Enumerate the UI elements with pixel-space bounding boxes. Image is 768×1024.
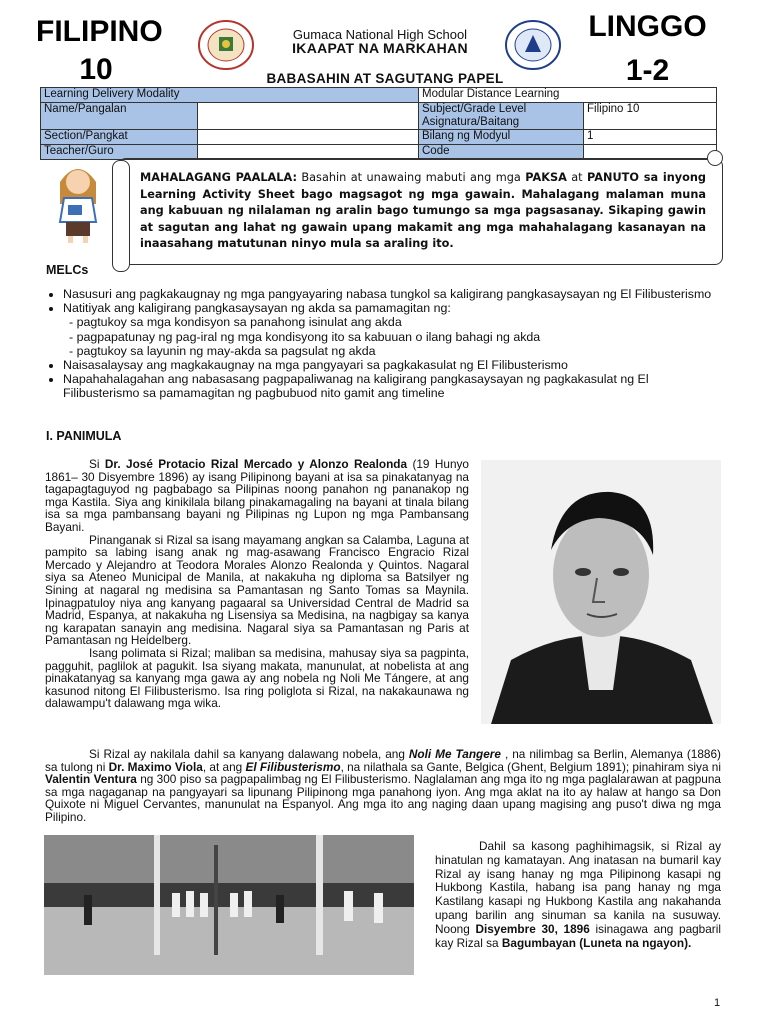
teacher-illustration [48, 160, 108, 249]
melcs-heading: MELCs [46, 263, 89, 277]
paragraph: Si Dr. José Protacio Rizal Mercado y Alonzo Realonda (19 Hunyo 1861– 30 Disyembre 1896) ay isang Pilipinong bayani at isa sa pinakatanyag na tagapagtaguyod ng pagbabago sa Pilipinas noong panahon ng pananakop ng mga Kastila. Siya ang kinikilala bilang pinakamagaling na bayani at tinala bilang isa sa mga pambansang bayani ng Pilipinas ng Lupon ng mga Pambansang Bayani. [45, 457, 469, 534]
learner-info-table [40, 87, 717, 160]
panimula-heading: I. PANIMULA [46, 429, 122, 443]
paragraph: Dahil sa kasong paghihimagsik, si Rizal ay hinatulan ng kamatayan. Ang inatasan na bumaril kay Rizal ay isang hanay ng mga Pilipinong kasapi ng Hukbong Kastila, habang isa pang hanay ng mga Kastilang kasapi ng Hukbong Kastila ang nakahanda upang barilin ang sinuman sa kanila na susuway. Noong Disyembre 30, 1896 isinagawa ang pagbaril kay Rizal sa Bagumbayan (Luneta na ngayon). [435, 839, 721, 950]
panimula-execution [435, 840, 721, 950]
melc-item: • Nasusuri ang pagkakaugnay ng mga pangyayaring nabasa tungkol sa kaligirang pangkasaysayan ng El Filibusterismo [63, 287, 725, 301]
section-field[interactable] [198, 130, 419, 145]
paragraph: Si Rizal ay nakilala dahil sa kanyang dalawang nobela, ang Noli Me Tangere , na nilimbag sa Berlin, Alemanya (1886) sa tulong ni Dr. Maximo Viola, at ang El Filibusterismo, na nilathala sa Gante, Belgica (Ghent, Belgium 1891); pinahiram siya ni Valentin Ventura ng 300 piso sa pagpapalimbag ng El Filibusterismo. Naglalaman ang mga ito ng mga paglalarawan at pagpuna sa mga nagaganap na pangyayari sa lipunang Pilipinong mga panahong iyon. Ang mga aklat na ito ay halaw at hango sa Don Quixote ni Miguel Cervantes, manunulat na Espanyol. Ang mga ito ang naging daan upang magising ang puso't diwa ng mga Pilipino. [45, 747, 721, 824]
melc-subitem: - pagtukoy sa mga kondisyon sa panahong isinulat ang akda [69, 315, 402, 330]
subject-value: Filipino 10 [584, 103, 717, 130]
panimula-novels [45, 748, 721, 824]
melc-item: • Natitiyak ang kaligirang pangkasaysayan ng akda sa pamamagitan ng: - pagtukoy sa mga kondisyon sa panahong isinulat ang akda - pagpapatunay ng pag-iral ng mga kondisyong ito sa kabuuan o ilang bahagi ng akda - pagtukoy sa layunin ng may-akda sa pagsulat ng akda [63, 301, 725, 358]
melc-item: • Naisasalaysay ang magkakaugnay na mga pangyayari sa pagkakasulat ng El Filibusterismo [63, 358, 725, 372]
grade-number: 10 [79, 53, 113, 86]
panimula-intro [45, 458, 469, 710]
teacher-label: Teacher/Guro [41, 145, 198, 160]
melc-item: • Napahahalagahan ang nabasasang pagpapaliwanag na kaligirang pangkasaysayan ng pagkakasulat ng El Filibusterismo sa pamamagitan ng pagbubuod nito gamit ang timeline [63, 372, 725, 400]
section-label: Section/Pangkat [41, 130, 198, 145]
melcs-list [45, 287, 725, 401]
rizal-portrait [481, 460, 721, 724]
melc-subitem: - pagtukoy sa layunin ng may-akda sa pagsulat ng akda [69, 343, 376, 358]
school-name: Gumaca National High School [292, 27, 468, 42]
subject-title: FILIPINO [36, 15, 163, 48]
module-number-label: Bilang ng Modyul [419, 130, 584, 145]
week-title: LINGGO [588, 10, 707, 43]
reminder-text: MAHALAGANG PAALALA: Basahin at unawaing mabuti ang mga PAKSA at PANUTO sa inyong Learning Activity Sheet bago magsagot ng mga gawain. Mahalagang malaman muna ang kabuuan ng nilalaman ng aralin bago tumungo sa mga pagsasanay. Sikaping gawin at sagutan ang lahat ng gawain upang makamit ang mga mahahalagang kasanayan na inaasahang matutunan ninyo mula sa araling ito. [140, 171, 706, 250]
scroll-right-roll [707, 150, 723, 166]
melc-subitem: - pagpapatunay ng pag-iral ng mga kondisyong ito sa kabuuan o ilang bahagi ng akda [69, 329, 541, 344]
subject-label: Subject/Grade Level Asignatura/Baitang [419, 103, 584, 130]
scroll-left-roll [112, 160, 130, 272]
department-seal [198, 20, 254, 75]
quarter-label: IKAAPAT NA MARKAHAN [292, 40, 468, 56]
page-number: 1 [714, 997, 721, 1009]
execution-photo [44, 835, 414, 975]
paragraph: Isang polimata si Rizal; maliban sa medisina, mahusay siya sa pagpinta, pagguhit, paglilok at pagukit. Isa siyang makata, manunulat, at nobelista at ang pinakatanyag sa kanyang mga gawa ay ang nobela ng Noli Me Tángere, at ang kasunod nitong El Filibusterismo. Isa ring poliglota si Rizal, na nakakaunawa ng dalawampu't dalawang mga wika. [45, 645, 469, 711]
document-title: BABASAHIN AT SAGUTANG PAPEL [266, 71, 504, 86]
code-label: Code [419, 145, 584, 160]
paragraph: Pinanganak si Rizal sa isang mayamang angkan sa Calamba, Laguna at pampito sa labing isang anak ng mag-asawang Francisco Engracio Rizal Mercado y Alejandro at Teodora Morales Alonzo Realonda y Quintos. Nagaral siya sa Ateneo Municipal de Manila, at nakakuha ng diploma sa Batsilyer ng Sining at nagaral ng medisina sa Pamantasan ng Santo Tomas sa Maynila. Ipinagpatuloy niya ang kanyang pagaaral sa Universidad Central de Madrid sa Madrid, Espanya, at nakakuha ng Lisensiya sa Medisina, na nagbigay sa kanya ng karapatan sanayin ang medisina. Nagaral siya sa Pamantasan ng Paris at Pamantasan ng Heidelberg. [45, 532, 469, 648]
week-number: 1-2 [625, 54, 670, 87]
modality-label: Learning Delivery Modality [41, 88, 419, 103]
school-seal [505, 20, 561, 75]
name-label: Name/Pangalan [41, 103, 198, 130]
modality-value: Modular Distance Learning [419, 88, 717, 103]
module-number-value: 1 [584, 130, 717, 145]
name-field[interactable] [198, 103, 419, 130]
